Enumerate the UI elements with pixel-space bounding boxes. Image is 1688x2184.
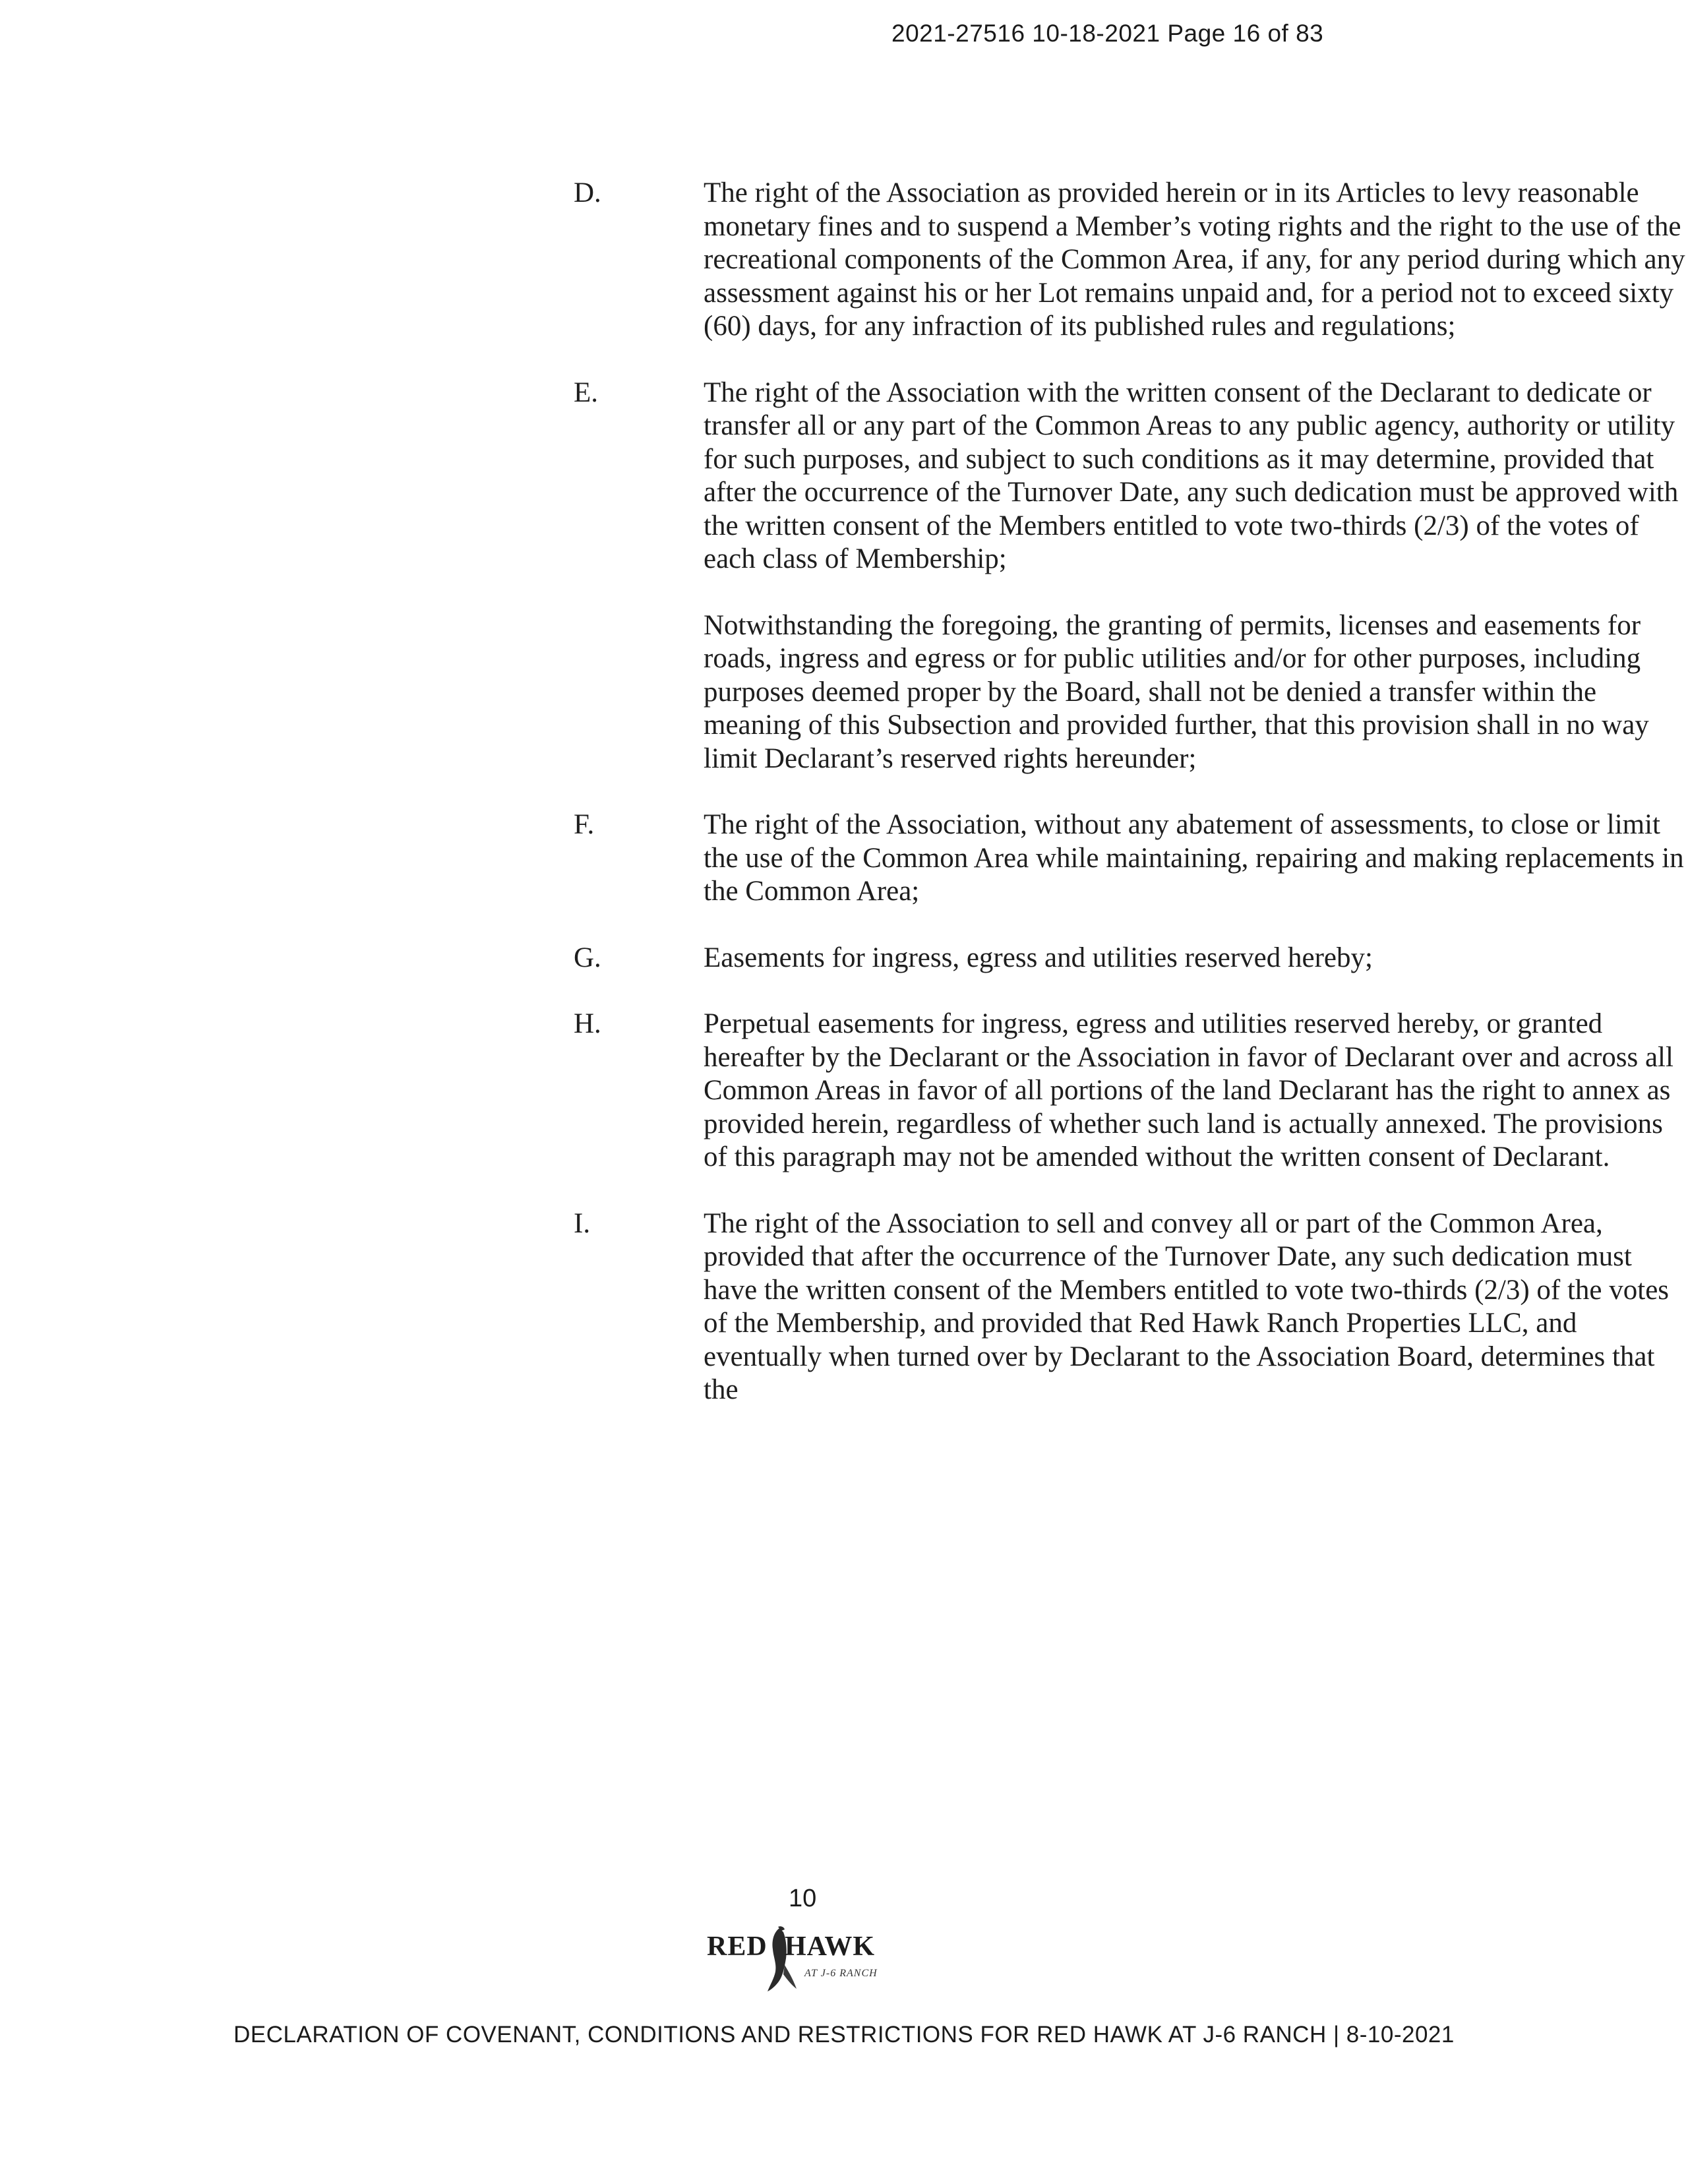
logo-text-red: RED (707, 1931, 768, 1962)
item-letter: H. (574, 1008, 601, 1039)
paragraph: Easements for ingress, egress and utilities reserved hereby; (704, 942, 1373, 973)
item-d (0, 177, 1688, 344)
item-letter: D. (574, 177, 601, 208)
item-h (0, 1008, 1688, 1174)
item-letter: G. (574, 942, 601, 973)
item-i (0, 1207, 1688, 1407)
paragraph-continuation: Notwithstanding the foregoing, the granting of permits, licenses and easements for roads, ingress and egress or for public utilities and/or for other purposes, including purposes deemed proper by the Board, shall not be denied a transfer within the meaning of this Subsection and provided further, that this provision shall in no way limit Declarant’s reserved rights hereunder; (704, 609, 1649, 774)
paragraph: The right of the Association, without any abatement of assessments, to close or limit the use of the Common Area while maintaining, repairing and making replacements in the Common Area; (704, 809, 1684, 907)
item-letter: F. (574, 809, 595, 840)
item-f (0, 808, 1688, 909)
item-e (0, 377, 1688, 776)
paragraph: Perpetual easements for ingress, egress and utilities reserved hereby, or granted hereafter by the Declarant or the Association in favor of Declarant over and across all Common Areas in favor of all portions of the land Declarant has the right to annex as provided herein, regardless of whether such land is actually annexed. The provisions of this paragraph may not be amended without the written consent of Declarant. (704, 1008, 1673, 1172)
red-hawk-logo (707, 1926, 898, 2005)
paragraph: The right of the Association with the written consent of the Declarant to dedicate or transfer all or any part of the Common Areas to any public agency, authority or utility for such purposes, and subject to such conditions as it may determine, provided that after the occurrence of the Turnover Date, any such dedication must be approved with the written consent of the Members entitled to vote two-thirds (2/3) of the votes of each class of Membership; (704, 377, 1679, 574)
paragraph: The right of the Association as provided herein or in its Articles to levy reasonable monetary fines and to suspend a Member’s voting rights and the right to the use of the recreational components of the Common Area, if any, for any period during which any assessment against his or her Lot remains unpaid and, for a period not to exceed sixty (60) days, for any infraction of its published rules and regulations; (704, 177, 1685, 342)
logo-text-hawk: HAWK (785, 1931, 876, 1962)
paragraph: The right of the Association to sell and convey all or part of the Common Area, provided that after the occurrence of the Turnover Date, any such dedication must have the written consent of the Members entitled to vote two-thirds (2/3) of the votes of the Membership, and provided that Red Hawk Ranch Properties LLC, and eventually when turned over by Declarant to the Association Board, determines that the (704, 1207, 1670, 1405)
recording-stamp: 2021-27516 10-18-2021 Page 16 of 83 (891, 20, 1324, 47)
item-g (0, 942, 1688, 975)
item-letter: E. (574, 377, 599, 408)
logo-subtitle: AT J-6 RANCH (804, 1968, 878, 1979)
item-letter: I. (574, 1207, 591, 1239)
document-body (0, 177, 1688, 1440)
document-footer: DECLARATION OF COVENANT, CONDITIONS AND RESTRICTIONS FOR RED HAWK AT J-6 RANCH | 8-10-2021 (233, 2022, 1455, 2048)
page-number: 10 (789, 1885, 817, 1912)
